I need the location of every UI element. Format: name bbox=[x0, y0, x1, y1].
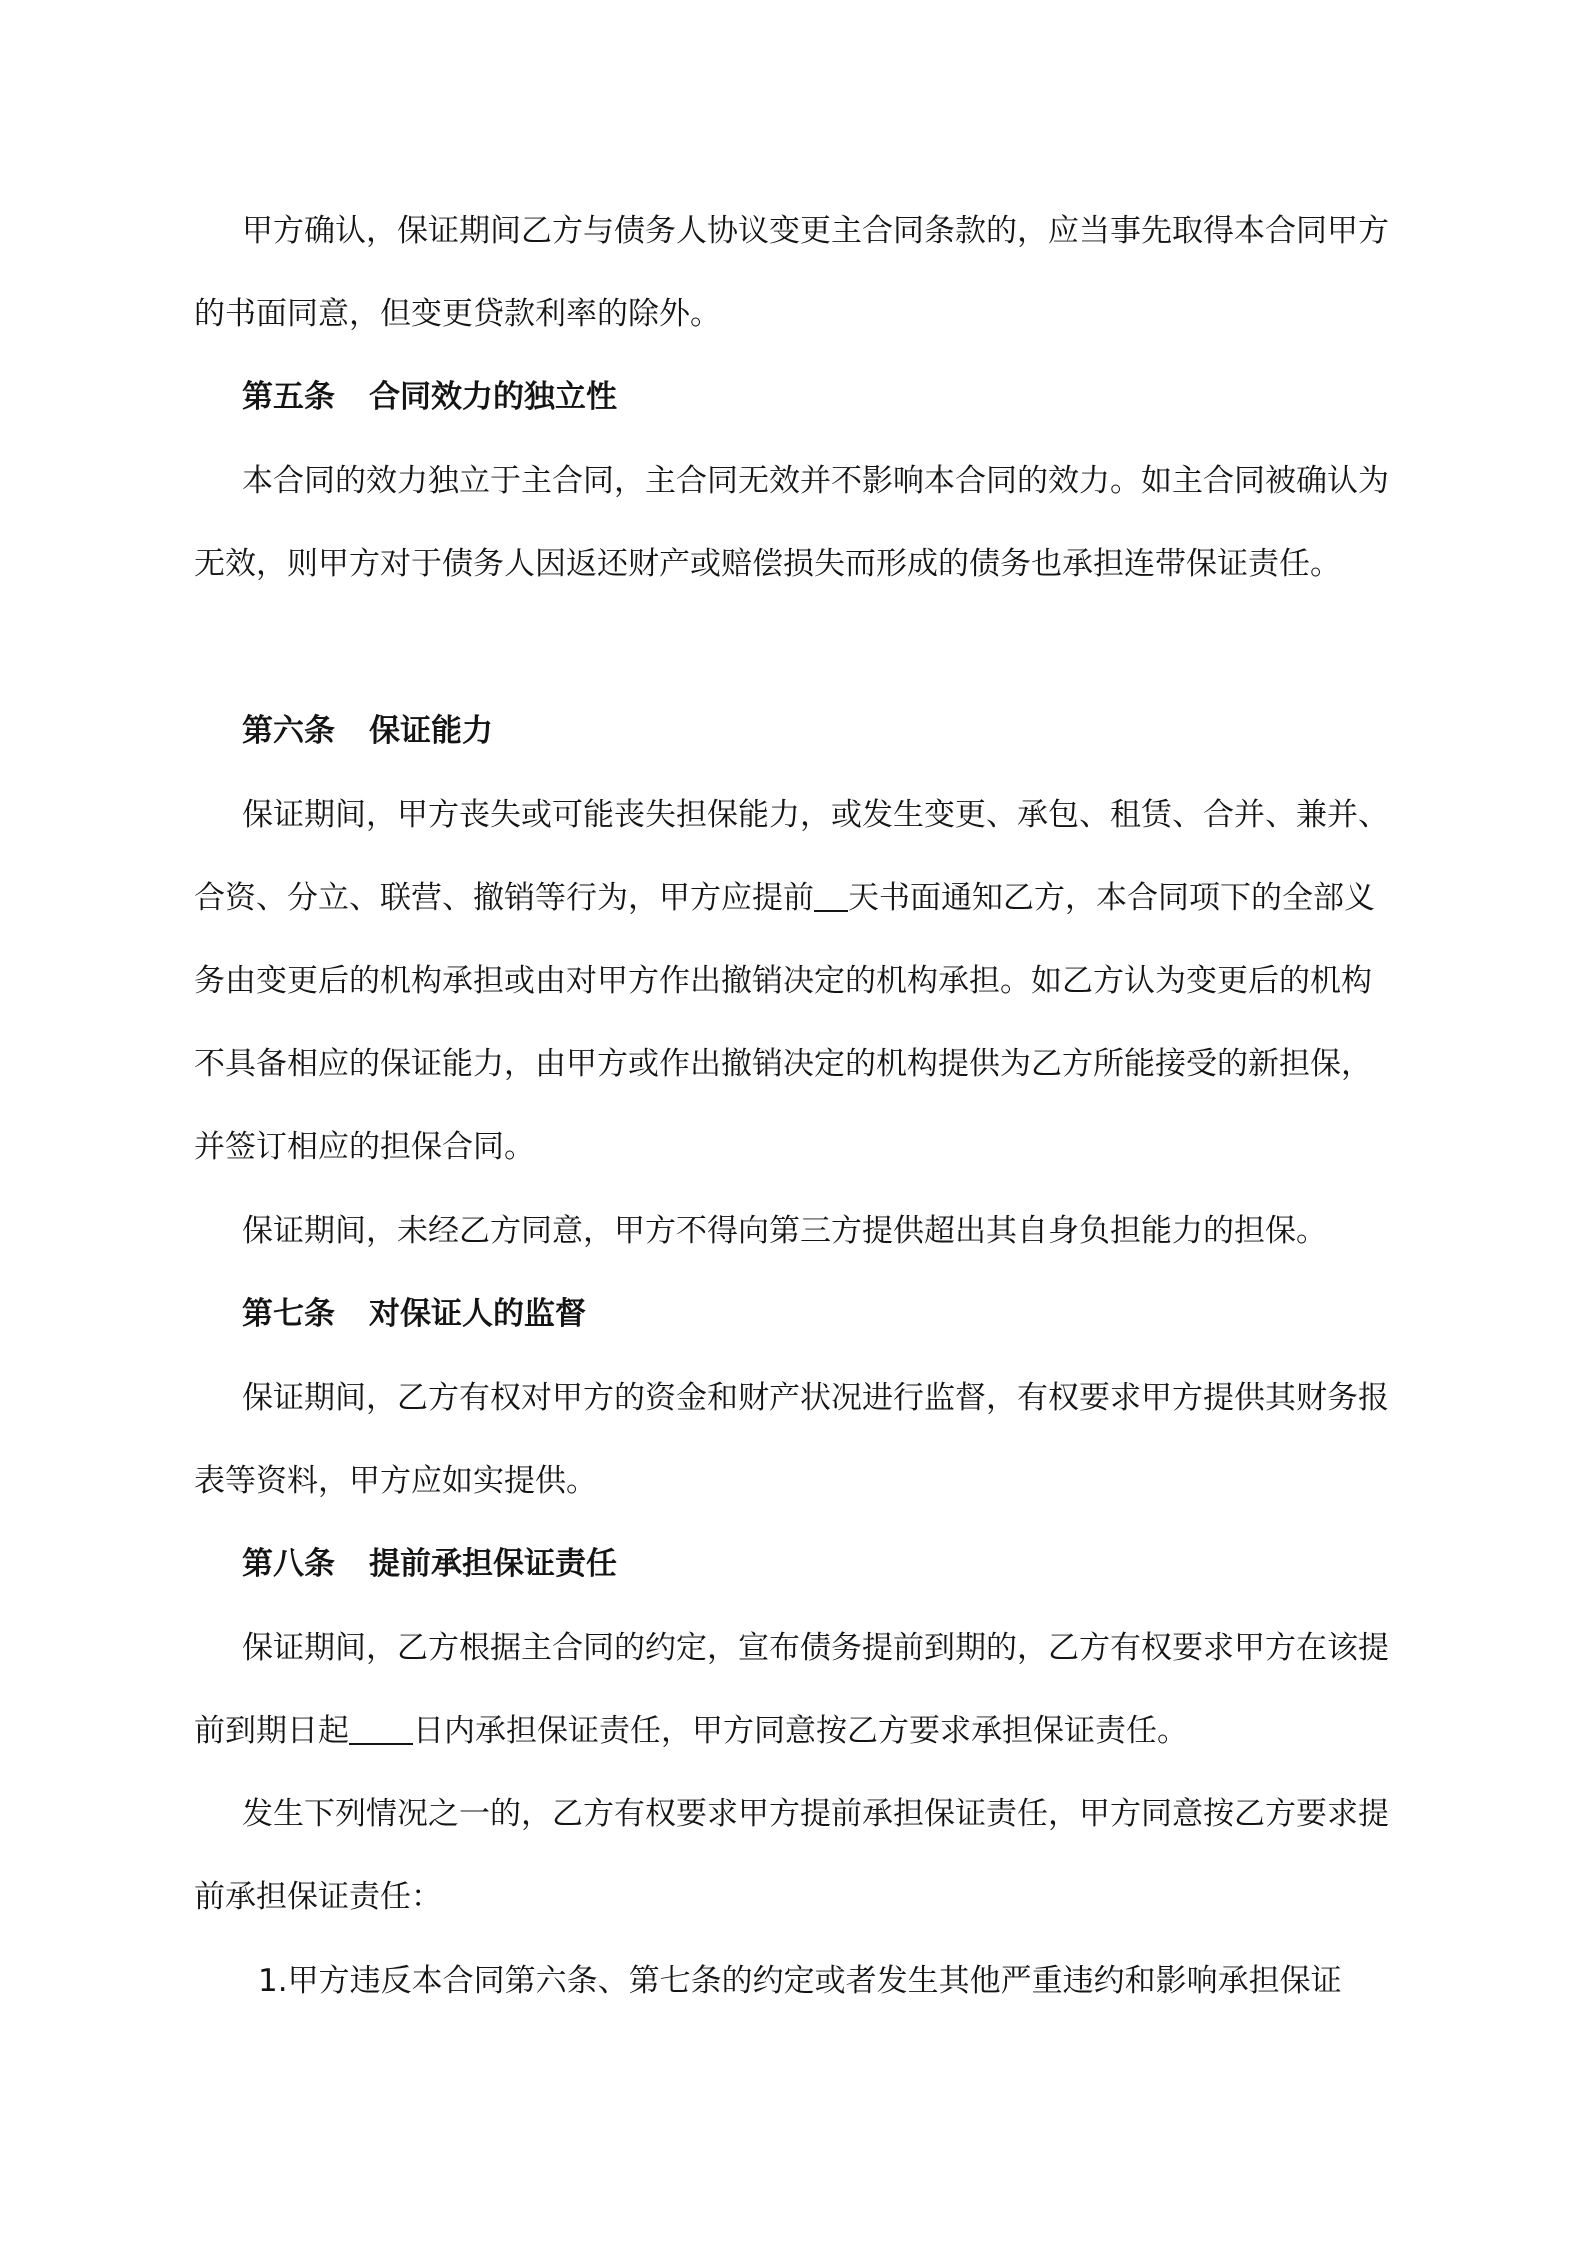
paragraph-independence: 本合同的效力独立于主合同，主合同无效并不影响本合同的效力。如主合同被确认为无效，则甲方对于债务人因返还财产或赔偿损失而形成的债务也承担连带保证责任。 bbox=[194, 463, 1389, 582]
article-8-number: 第八条 bbox=[242, 1546, 335, 1582]
paragraph-text-after-blank: 天书面通知乙方，本合同项下的全部义务由变更后的机构承担或由对甲方作出撤销决定的机构承担。如乙方认为变更后的机构不具备相应的保证能力，由甲方或作出撤销决定的机构提供为乙方所能接受的新担保，并签订相应的担保合同。 bbox=[194, 880, 1375, 1165]
list-item-1: 1.甲方违反本合同第六条、第七条的约定或者发生其他严重违约和影响承担保证 bbox=[258, 1963, 1342, 1999]
paragraph-text-before-blank: 保证期间，乙方根据主合同的约定，宣布债务提前到期的，乙方有权要求甲方在该提前到期日起 bbox=[194, 1630, 1389, 1749]
article-7-heading bbox=[242, 1273, 586, 1356]
days-blank bbox=[349, 1713, 413, 1745]
article-5-number: 第五条 bbox=[242, 379, 335, 415]
paragraph-text-before-blank: 保证期间，甲方丧失或可能丧失担保能力，或发生变更、承包、租赁、合并、兼并、合资、分立、联营、撤销等行为，甲方应提前 bbox=[194, 797, 1389, 916]
paragraph-text-after-blank: 日内承担保证责任，甲方同意按乙方要求承担保证责任。 bbox=[413, 1713, 1188, 1749]
article-6-title: 保证能力 bbox=[369, 713, 493, 749]
paragraph-third-party-guarantee: 保证期间，未经乙方同意，甲方不得向第三方提供超出其自身负担能力的担保。 bbox=[242, 1213, 1327, 1249]
article-5-heading bbox=[242, 356, 617, 439]
paragraph-change-consent: 甲方确认，保证期间乙方与债务人协议变更主合同条款的，应当事先取得本合同甲方的书面同意，但变更贷款利率的除外。 bbox=[194, 213, 1389, 332]
paragraph-supervision: 保证期间，乙方有权对甲方的资金和财产状况进行监督，有权要求甲方提供其财务报表等资料，甲方应如实提供。 bbox=[194, 1380, 1389, 1499]
paragraph-early-maturity bbox=[194, 1607, 1394, 1773]
article-8-heading bbox=[242, 1523, 617, 1606]
article-7-number: 第七条 bbox=[242, 1296, 335, 1332]
article-6-number: 第六条 bbox=[242, 713, 335, 749]
article-8-title: 提前承担保证责任 bbox=[369, 1546, 617, 1582]
article-6-heading bbox=[242, 690, 493, 773]
article-5-title: 合同效力的独立性 bbox=[369, 379, 617, 415]
paragraph-guarantee-capacity bbox=[194, 774, 1394, 1189]
paragraph-early-liability-conditions: 发生下列情况之一的，乙方有权要求甲方提前承担保证责任，甲方同意按乙方要求提前承担保证责任： bbox=[194, 1796, 1389, 1915]
days-blank bbox=[814, 880, 848, 912]
article-7-title: 对保证人的监督 bbox=[369, 1296, 586, 1332]
